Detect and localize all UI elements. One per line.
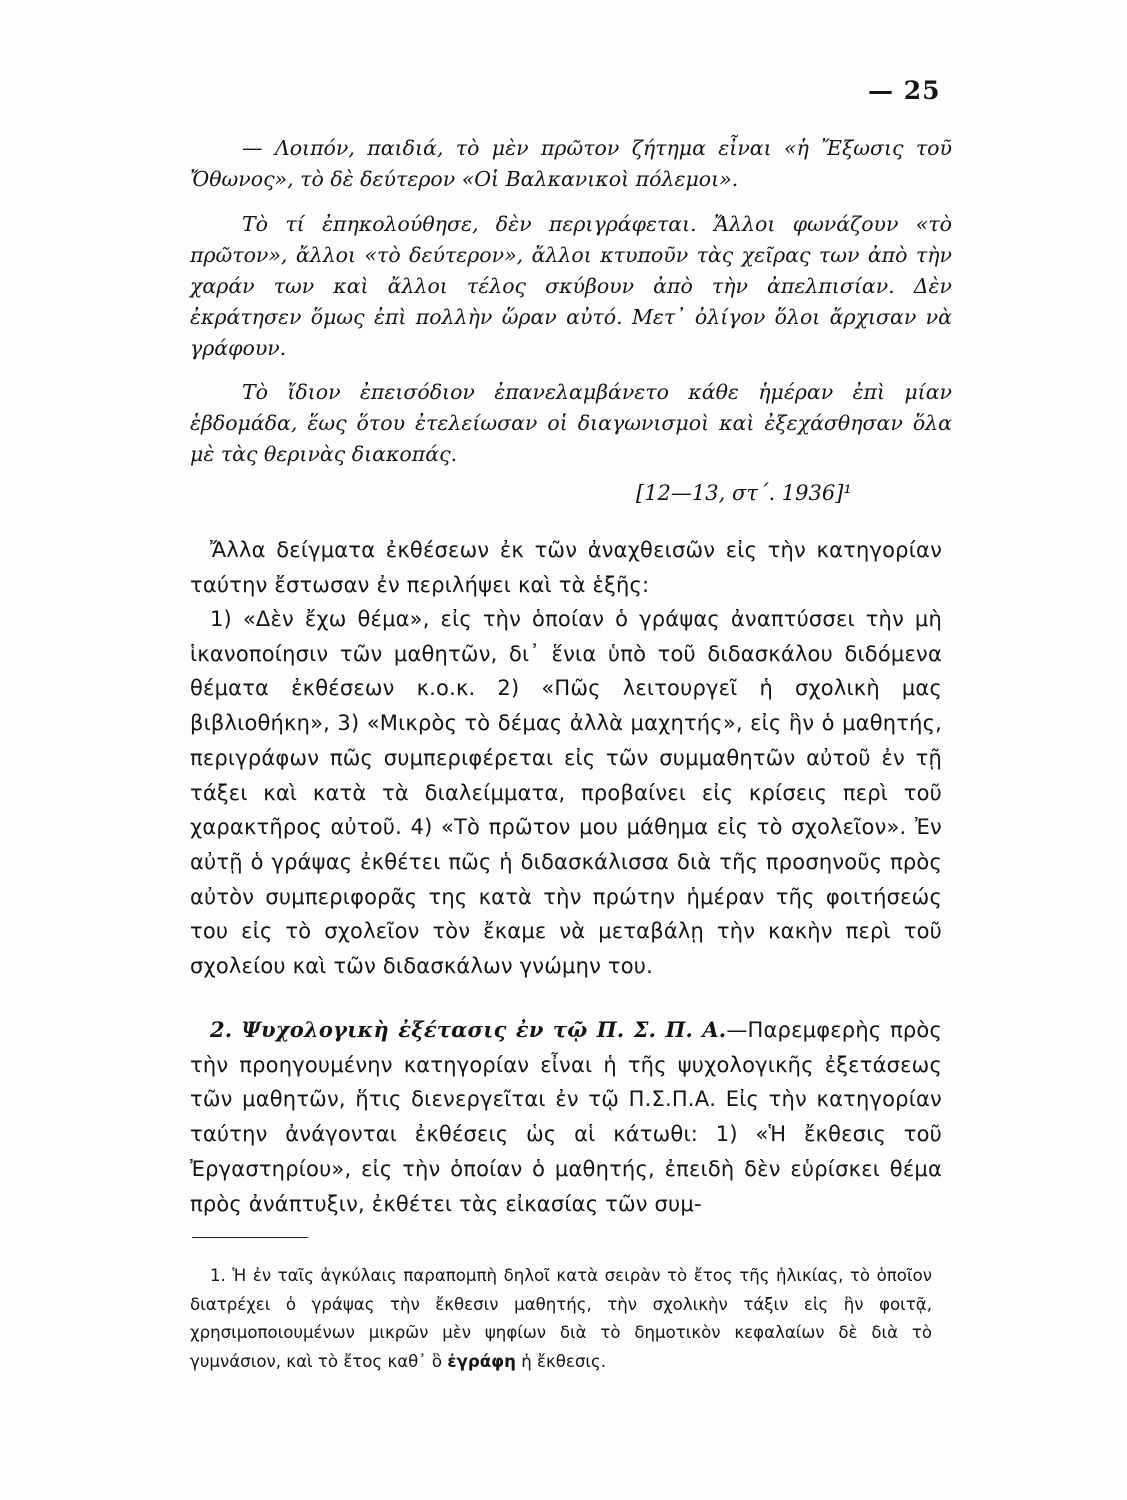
quote-date-reference: [12—13, στ΄. 1936]¹ — [636, 481, 852, 505]
section-heading: 2. Ψυχολογικὴ ἐξέτασις ἐν τῷ Π. Σ. Π. Α. — [210, 1017, 727, 1042]
quote-paragraph: Τὸ τί ἐπηκολούθησε, δὲν περιγράφεται. Ἄλλοι φωνάζουν «τὸ πρῶτον», ἄλλοι «τὸ δεύτερον», ἄλλοι κτυποῦν τὰς χεῖρας των ἀπὸ τὴν χαράν των καὶ ἄλλοι τέλος σκύβουν ἀπὸ τὴν ἀπελπισίαν. Δὲν ἐκράτησεν ὅμως ἐπὶ πολλὴν ὥραν αὐτό. Μετ᾽ ὀλίγον ὅλοι ἄρχισαν νὰ γράφουν. — [190, 212, 952, 360]
footnote-tail: ἡ ἔκθεσις. — [515, 1351, 607, 1371]
quote-paragraph: Τὸ ἴδιον ἐπεισόδιον ἐπανελαμβάνετο κάθε ἡμέραν ἐπὶ μίαν ἑβδομάδα, ἕως ὅτου ἐτελείωσαν οἱ διαγωνισμοὶ καὶ ἐξεχάσθησαν ὅλα μὲ τὰς θερινὰς διακοπάς. — [190, 380, 952, 466]
footnote-text: 1. Ἡ ἐν ταῖς ἀγκύλαις παραπομπὴ δηλοῖ κατὰ σειρὰν τὸ ἔτος τῆς ἡλικίας, τὸ ὁποῖον διατρέχει ὁ γράψας τὴν ἔκθεσιν μαθητής, τὴν σχολικὴν τάξιν εἰς ἣν φοιτᾷ, χρησιμοποιουμένων μικρῶν μὲν ψηφίων διὰ τὸ δημοτικὸν κεφαλαίων δὲ διὰ τὸ γυμνάσιον, καὶ τὸ ἔτος καθ᾽ ὃ — [190, 1266, 932, 1371]
quote-paragraph: — Λοιπόν, παιδιά, τὸ μὲν πρῶτον ζήτημα εἶναι «ἡ Ἔξωσις τοῦ Ὄθωνος», τὸ δὲ δεύτερον «Οἱ Βαλκανικοὶ πόλεμοι». — [190, 136, 952, 191]
page-number: — 25 — [868, 76, 941, 105]
footnote — [190, 1262, 932, 1376]
body-paragraph: 1) «Δὲν ἔχω θέμα», εἰς τὴν ὁποίαν ὁ γράψας ἀναπτύσσει τὴν μὴ ἱκανοποίησιν τῶν μαθητῶν, δι᾽ ἕνια ὑπὸ τοῦ διδασκάλου διδόμενα θέματα ἐκθέσεων κ.ο.κ. 2) «Πῶς λειτουργεῖ ἡ σχολικὴ μας βιβλιοθήκη», 3) «Μικρὸς τὸ δέμας ἀλλὰ μαχητής», εἰς ἣν ὁ μαθητής, περιγράφων πῶς συμπεριφέρεται εἰς τῶν συμμαθητῶν αὐτοῦ ἐν τῇ τάξει καὶ κατὰ τὰ διαλείμματα, προβαίνει εἰς κρίσεις περὶ τοῦ χαρακτῆρος αὐτοῦ. 4) «Τὸ πρῶτον μου μάθημα εἰς τὸ σχολεῖον». Ἐν αὐτῇ ὁ γράψας ἐκθέτει πῶς ἡ διδασκάλισσα διὰ τῆς προσηνοῦς πρὸς αὐτὸν συμπεριφορᾶς της κατὰ τὴν πρώτην ἡμέραν τῆς φοιτήσεώς του εἰς τὸ σχολεῖον τὸν ἔκαμε νὰ μεταβάλῃ τὴν κακὴν περὶ τοῦ σχολείου καὶ τῶν διδασκάλων γνώμην του. — [190, 607, 942, 979]
section-paragraph — [190, 1013, 942, 1221]
footnote-emphasis: ἐγράφη — [447, 1351, 516, 1371]
body-paragraph: Ἄλλα δείγματα ἐκθέσεων ἐκ τῶν ἀναχθεισῶν εἰς τὴν κατηγορίαν ταύτην ἔστωσαν ἐν περιλήψει καὶ τὰ ἑξῆς: — [190, 538, 942, 597]
footnote-divider — [192, 1237, 308, 1238]
section-text: —Παρεμφερὴς πρὸς τὴν προηγουμένην κατηγορίαν εἶναι ἡ τῆς ψυχολογικῆς ἐξετάσεως τῶν μαθητῶν, ἥτις διενεργεῖται ἐν τῷ Π.Σ.Π.Α. Εἰς τὴν κατηγορίαν ταύτην ἀνάγονται ἐκθέσεις ὡς αἱ κάτωθι: 1) «Ἡ ἔκθεσις τοῦ Ἐργαστηρίου», εἰς τὴν ὁποίαν ὁ μαθητής, ἐπειδὴ δὲν εὑρίσκει θέμα πρὸς ἀνάπτυξιν, ἐκθέτει τὰς εἰκασίας τῶν συμ- — [190, 1018, 942, 1216]
